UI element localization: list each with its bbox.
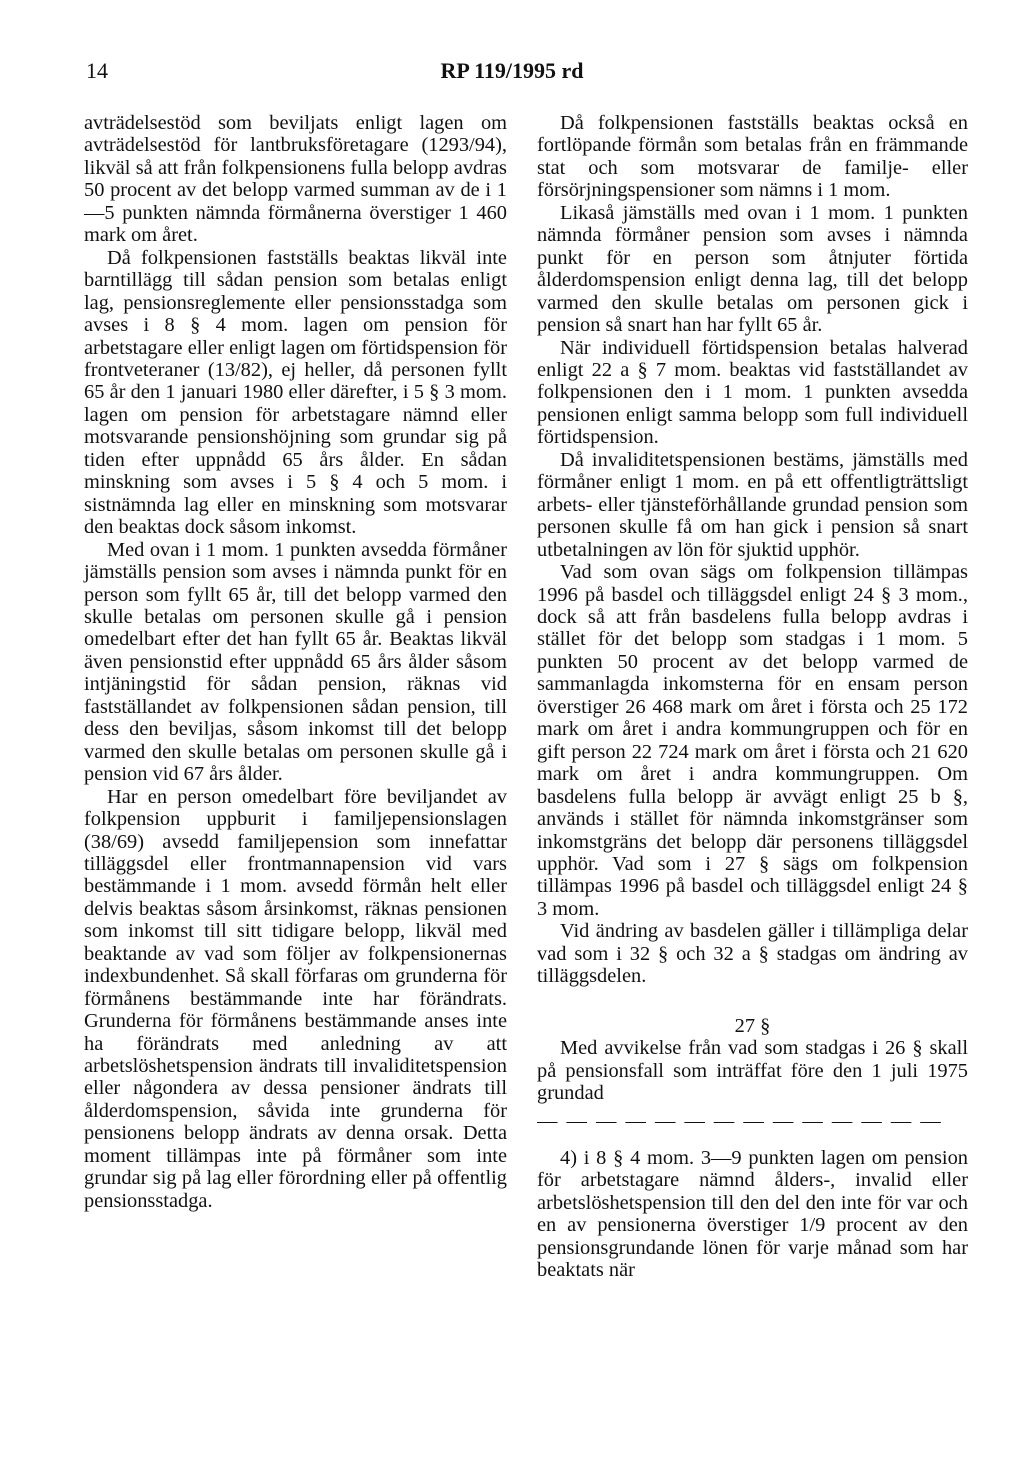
paragraph: Likaså jämställs med ovan i 1 mom. 1 punkten nämnda förmåner pension som avses i nämnda punkt för en person som åtnjuter förtida ålderdomspension enligt denna lag, till det belopp varmed den skulle betalas om personen gick i pension så snart han har fyllt 65 år. <box>537 201 968 337</box>
paragraph: Vid ändring av basdelen gäller i tillämpliga delar vad som i 32 § och 32 a § stadgas om ändring av tilläggsdelen. <box>537 920 968 988</box>
paragraph: Har en person omedelbart före beviljandet av folkpension uppburit i familjepensionslagen (38/69) avsedd familjepension som innefattar tilläggsdel eller frontmannapension vid vars bestämmande i 1 mom. avsedd förmån helt eller delvis beaktas såsom årsinkomst, räknas pensionen som inkomst till sitt tidigare belopp, likväl med beaktande av vad som följer av folkpensionernas indexbundenhet. Så skall förfaras om grunderna för förmånens bestämmande inte har förändrats. Grunderna för förmånens bestämmande anses inte ha förändrats med anledning av att arbetslöshetspension ändrats till invaliditetspension eller någondera av dessa pensioner ändrats till ålderdomspension, såvida inte grunderna för pensionens belopp ändrats av denna orsak. Detta moment tillämpas inte på förmåner som inte grundar sig på lag eller förordning eller på offentlig pensionsstadga. <box>84 785 507 1212</box>
page-header <box>0 58 1024 92</box>
right-column <box>537 112 968 1282</box>
document-reference: RP 119/1995 rd <box>440 58 584 83</box>
omission-dash-line: — — — — — — — — — — — — — — <box>537 1110 943 1133</box>
page-number: 14 <box>86 58 108 83</box>
left-column <box>84 112 507 1212</box>
paragraph: Då folkpensionen fastställs beaktas också en fortlöpande förmån som betalas från en främmande stat och som motsvarar de familje- eller försörjningspensioner som nämns i 1 mom. <box>537 112 968 202</box>
paragraph: När individuell förtidspension betalas halverad enligt 22 a § 7 mom. beaktas vid fastställandet av folkpensionen den i 1 mom. 1 punkten avsedda pensionen enligt samma belopp som full individuell förtidspension. <box>537 336 968 449</box>
paragraph: Då folkpensionen fastställs beaktas likväl inte barntillägg till sådan pension som betalas enligt lag, pensionsreglemente eller pensionsstadga som avses i 8 § 4 mom. lagen om pension för arbetstagare eller enligt lagen om förtidspension för frontveteraner (13/82), ej heller, då personen fyllt 65 år den 1 januari 1980 eller därefter, i 5 § 3 mom. lagen om pension för arbetstagare nämnd eller motsvarande pensionshöjning som grundar sig på tiden efter uppnådd 65 års ålder. En sådan minskning som avses i 5 § 4 och 5 mom. i sistnämnda lag eller en minskning som motsvarar den beaktas dock såsom inkomst. <box>84 246 507 539</box>
paragraph: 4) i 8 § 4 mom. 3—9 punkten lagen om pension för arbetstagare nämnd ålders-, invalid eller arbetslöshetspension till den del den inte för var och en av pensionerna överstiger 1/9 procent av den pensionsgrundande lönen för varje månad som har beaktats när <box>537 1146 968 1282</box>
paragraph: Då invaliditetspensionen bestäms, jämställs med förmåner enligt 1 mom. en på ett offentligträttsligt arbets- eller tjänsteförhållande grundad pension som personen skulle få om han gick i pension så snart utbetalningen av lön för sjuktid upphör. <box>537 448 968 561</box>
paragraph: avträdelsestöd som beviljats enligt lagen om avträdelsestöd för lantbruksföretagare (1293/94), likväl så att från folkpensionens fulla belopp avdras 50 procent av det belopp varmed summan av de i 1—5 punkten nämnda förmånerna överstiger 1 460 mark om året. <box>84 112 507 247</box>
paragraph: Med ovan i 1 mom. 1 punkten avsedda förmåner jämställs pension som avses i nämnda punkt för en person som fyllt 65 år, till det belopp varmed den skulle betalas om personen skulle gå i pension omedelbart efter det han fyllt 65 år. Beaktas likväl även pensionstid efter uppnådd 65 års ålder såsom intjäningstid för sådan pension, räknas vid fastställandet av folkpensionen sådan pension, till dess den beviljas, såsom inkomst till det belopp varmed den skulle betalas om personen skulle gå i pension vid 67 års ålder. <box>84 538 507 786</box>
section-paragraph: Med avvikelse från vad som stadgas i 26 § skall på pensionsfall som inträffat före den 1 juli 1975 grundad <box>537 1037 968 1105</box>
paragraph: Vad som ovan sägs om folkpension tillämpas 1996 på basdel och tilläggsdel enligt 24 § 3 mom., dock så att från basdelens fulla belopp avdras i stället för det belopp som stadgas i 1 mom. 5 punkten 50 procent av det belopp varmed de sammanlagda inkomsterna för en ensam person överstiger 26 468 mark om året i första och 25 172 mark om året i andra kommungruppen och för en gift person 22 724 mark om året i första och 21 620 mark om året i andra kommungruppen. Om basdelens fulla belopp är avvägt enligt 25 b §, används i stället för nämnda inkomstgränser som inkomstgräns det belopp där personens tilläggsdel upphör. Vad som i 27 § sägs om folkpension tillämpas 1996 på basdel och tilläggsdel enligt 24 § 3 mom. <box>537 561 968 920</box>
section-heading: 27 § <box>734 1014 771 1037</box>
